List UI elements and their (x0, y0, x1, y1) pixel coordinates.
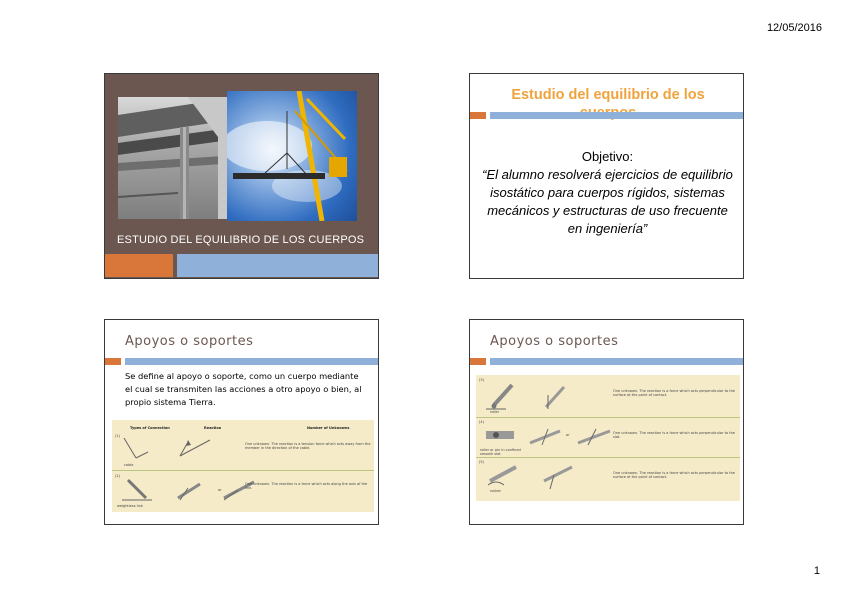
slide-1-title (104, 73, 379, 279)
row-description: One unknown. The reaction is a force which acts perpendicular to the surface at the point of contact. (613, 471, 735, 480)
roller-reaction-illustration (540, 383, 570, 411)
slot-illustration (482, 423, 518, 449)
table-header-unknowns: Number of Unknowns (307, 426, 350, 430)
page-number: 1 (813, 565, 820, 577)
row-caption: roller or pin in confined smooth slot (480, 448, 521, 457)
connection-table (112, 420, 374, 512)
row-description: One unknown. The reaction is a tension force which acts away from the member in the direction of the cable. (245, 442, 371, 451)
cable-reaction-illustration (174, 436, 214, 462)
slide-3-heading: Apoyos o soportes (125, 334, 254, 349)
row-separator (476, 457, 740, 458)
print-date: 12/05/2016 (766, 22, 822, 34)
row-caption: roller (490, 410, 500, 414)
accent-strip-orange (470, 358, 486, 365)
row-separator (112, 470, 374, 471)
row-description: One unknown. The reaction is a force which acts along the axis of the link. (245, 482, 368, 491)
row-number: (1) (115, 434, 120, 438)
row-caption: weightless link (117, 504, 143, 508)
rocker-reaction-illustration (540, 465, 576, 491)
accent-bar-orange (105, 254, 173, 277)
objective-text: “El alumno resolverá ejercicios de equilibrio isostático para cuerpos rígidos, sistemas mecánicos y estructuras de uso frecuente en ingeniería” (482, 167, 733, 236)
row-separator (476, 417, 740, 418)
slide-4-heading: Apoyos o soportes (490, 334, 619, 349)
roller-illustration (484, 381, 518, 411)
row-caption: cable (124, 463, 134, 467)
table-header-type: Types of Connection (130, 426, 170, 430)
row-number: (5) (479, 460, 484, 464)
accent-strip-orange (470, 112, 486, 119)
slide-3-supports (104, 319, 379, 525)
rocker-illustration (484, 463, 520, 489)
accent-bar-blue (177, 254, 379, 277)
row-number: (3) (479, 378, 484, 382)
support-types-panel (476, 375, 740, 501)
cable-illustration (120, 436, 150, 462)
accent-strip-blue (490, 112, 744, 119)
table-header-reaction: Reaction (204, 426, 222, 430)
accent-strip-orange (105, 358, 121, 365)
slide-2-objective (469, 73, 744, 279)
or-label: or (218, 488, 222, 492)
accent-strip-blue (490, 358, 744, 365)
row-number: (4) (479, 420, 484, 424)
row-caption: rocker (490, 489, 501, 493)
crane-sky-photo (227, 91, 357, 221)
objective-label: Objetivo: (581, 149, 634, 164)
row-description: One unknown. The reaction is a force which acts perpendicular to the slot. (613, 431, 735, 440)
accent-strip-blue (125, 358, 379, 365)
row-number: (2) (115, 474, 120, 478)
slide-1-heading: ESTUDIO DEL EQUILIBRIO DE LOS CUERPOS (117, 234, 365, 246)
objective-block (480, 148, 735, 238)
support-definition: Se define al apoyo o soporte, como un cuerpo mediante el cual se transmiten las acciones a otro apoyo o bien, al propio sistema Tierra. (125, 371, 362, 407)
steel-structure-photo (118, 97, 238, 219)
row-description: One unknown. The reaction is a force which acts perpendicular to the surface at the point of contact. (613, 389, 735, 398)
slide-4-supports (469, 319, 744, 525)
link-illustration (120, 476, 154, 504)
slide-2-heading: Estudio del equilibrio de los (511, 87, 705, 103)
or-label: or (566, 433, 570, 437)
